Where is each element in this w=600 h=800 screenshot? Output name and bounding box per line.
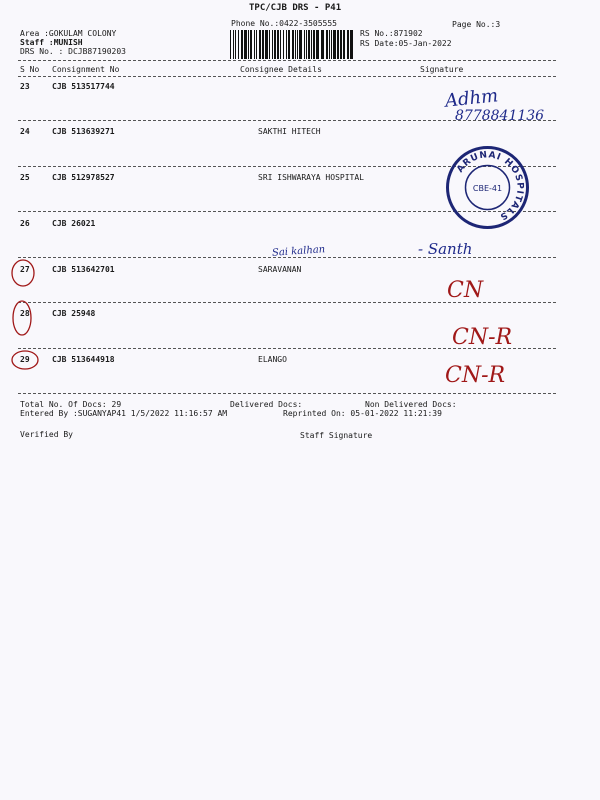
row-divider bbox=[18, 393, 556, 394]
phone-number: Phone No.:0422-3505555 bbox=[231, 19, 337, 28]
barcode-bar bbox=[265, 30, 268, 59]
barcode-bar bbox=[350, 30, 353, 59]
barcode-bar bbox=[329, 30, 330, 59]
handwritten-mark: CN bbox=[447, 278, 484, 303]
row-sno: 29 bbox=[20, 355, 30, 364]
divider bbox=[18, 76, 556, 77]
barcode-bar bbox=[259, 30, 261, 59]
svg-text:CBE-41: CBE-41 bbox=[472, 184, 503, 193]
barcode-bar bbox=[304, 30, 305, 59]
row-sno: 23 bbox=[20, 82, 30, 91]
rs-number: RS No.:871902 bbox=[360, 29, 423, 38]
barcode-bar bbox=[274, 30, 276, 59]
row-consignment: CJB 26021 bbox=[52, 219, 96, 228]
row-consignee: SARAVANAN bbox=[258, 265, 302, 274]
hospital-stamp bbox=[445, 145, 530, 230]
staff-signature: Staff Signature bbox=[300, 431, 373, 440]
barcode-bar bbox=[299, 30, 302, 59]
column-header-consignment: Consignment No bbox=[52, 65, 120, 74]
barcode-bar bbox=[256, 30, 257, 59]
handwritten-mark: CN-R bbox=[452, 325, 513, 350]
barcode bbox=[229, 30, 354, 59]
barcode-bar bbox=[248, 30, 249, 59]
handwritten-phone: 8778841136 bbox=[455, 108, 545, 124]
barcode-bar bbox=[233, 30, 234, 59]
column-header-sno: S No bbox=[20, 65, 40, 74]
barcode-bar bbox=[340, 30, 342, 59]
barcode-bar bbox=[277, 30, 279, 59]
total-docs: Total No. Of Docs: 29 bbox=[20, 400, 122, 409]
barcode-bar bbox=[331, 30, 332, 59]
drs-number: DRS No. : DCJB87190203 bbox=[20, 47, 126, 56]
barcode-bar bbox=[326, 30, 328, 59]
barcode-bar bbox=[308, 30, 310, 59]
row-sno: 25 bbox=[20, 173, 30, 182]
barcode-bar bbox=[313, 30, 315, 59]
reprinted-on: Reprinted On: 05-01-2022 11:21:39 bbox=[283, 409, 442, 418]
column-header-signature: Signature bbox=[420, 65, 464, 74]
delivered-docs: Delivered Docs: bbox=[230, 400, 303, 409]
barcode-bar bbox=[241, 30, 243, 59]
red-circle-mark bbox=[8, 348, 42, 372]
row-consignment: CJB 513644918 bbox=[52, 355, 115, 364]
handwritten-name: Sai kalhan bbox=[271, 244, 326, 259]
row-consignee: ELANGO bbox=[258, 355, 287, 364]
barcode-bar bbox=[306, 30, 307, 59]
row-consignee: SRI ISHWARAYA HOSPITAL bbox=[258, 173, 364, 182]
barcode-bar bbox=[280, 30, 281, 59]
divider bbox=[18, 60, 556, 61]
row-sno: 24 bbox=[20, 127, 30, 136]
barcode-bar bbox=[347, 30, 349, 59]
barcode-bar bbox=[283, 30, 284, 59]
row-consignment: CJB 513642701 bbox=[52, 265, 115, 274]
barcode-bar bbox=[337, 30, 339, 59]
barcode-bar bbox=[311, 30, 312, 59]
barcode-bar bbox=[244, 30, 247, 59]
row-consignment: CJB 512978527 bbox=[52, 173, 115, 182]
row-consignment: CJB 513517744 bbox=[52, 82, 115, 91]
barcode-bar bbox=[288, 30, 290, 59]
barcode-bar bbox=[272, 30, 273, 59]
barcode-bar bbox=[321, 30, 324, 59]
barcode-bar bbox=[343, 30, 345, 59]
barcode-bar bbox=[262, 30, 264, 59]
svg-text:ARUNAI HOSPITALS: ARUNAI HOSPITALS bbox=[455, 150, 525, 222]
red-circle-mark bbox=[8, 258, 38, 288]
handwritten-signature: - Santh bbox=[418, 240, 473, 258]
barcode-bar bbox=[254, 30, 255, 59]
barcode-bar bbox=[297, 30, 298, 59]
barcode-bar bbox=[230, 30, 231, 59]
barcode-bar bbox=[235, 30, 236, 59]
barcode-bar bbox=[333, 30, 336, 59]
barcode-bar bbox=[250, 30, 252, 59]
page-number: Page No.:3 bbox=[452, 20, 501, 29]
barcode-bar bbox=[286, 30, 287, 59]
area: Area :GOKULAM COLONY bbox=[20, 29, 117, 38]
row-consignment: CJB 25948 bbox=[52, 309, 96, 318]
staff: Staff :MUNISH bbox=[20, 38, 83, 47]
row-consignee: SAKTHI HITECH bbox=[258, 127, 321, 136]
barcode-bar bbox=[316, 30, 319, 59]
barcode-bar bbox=[238, 30, 239, 59]
row-sno: 27 bbox=[20, 265, 30, 274]
barcode-bar bbox=[269, 30, 270, 59]
row-consignment: CJB 513639271 bbox=[52, 127, 115, 136]
handwritten-signature: Adhm bbox=[444, 85, 500, 112]
row-sno: 26 bbox=[20, 219, 30, 228]
verified-by: Verified By bbox=[20, 430, 73, 439]
barcode-bar bbox=[295, 30, 296, 59]
rs-date: RS Date:05-Jan-2022 bbox=[360, 39, 452, 48]
entered-by: Entered By :SUGANYAP41 1/5/2022 11:16:57 AM bbox=[20, 409, 228, 418]
handwritten-mark: CN-R bbox=[445, 363, 506, 388]
column-header-consignee: Consignee Details bbox=[240, 65, 322, 74]
non-delivered-docs: Non Delivered Docs: bbox=[365, 400, 457, 409]
red-circle-mark bbox=[8, 298, 38, 338]
document-title: TPC/CJB DRS - P41 bbox=[249, 3, 342, 13]
barcode-bar bbox=[292, 30, 294, 59]
row-sno: 28 bbox=[20, 309, 30, 318]
